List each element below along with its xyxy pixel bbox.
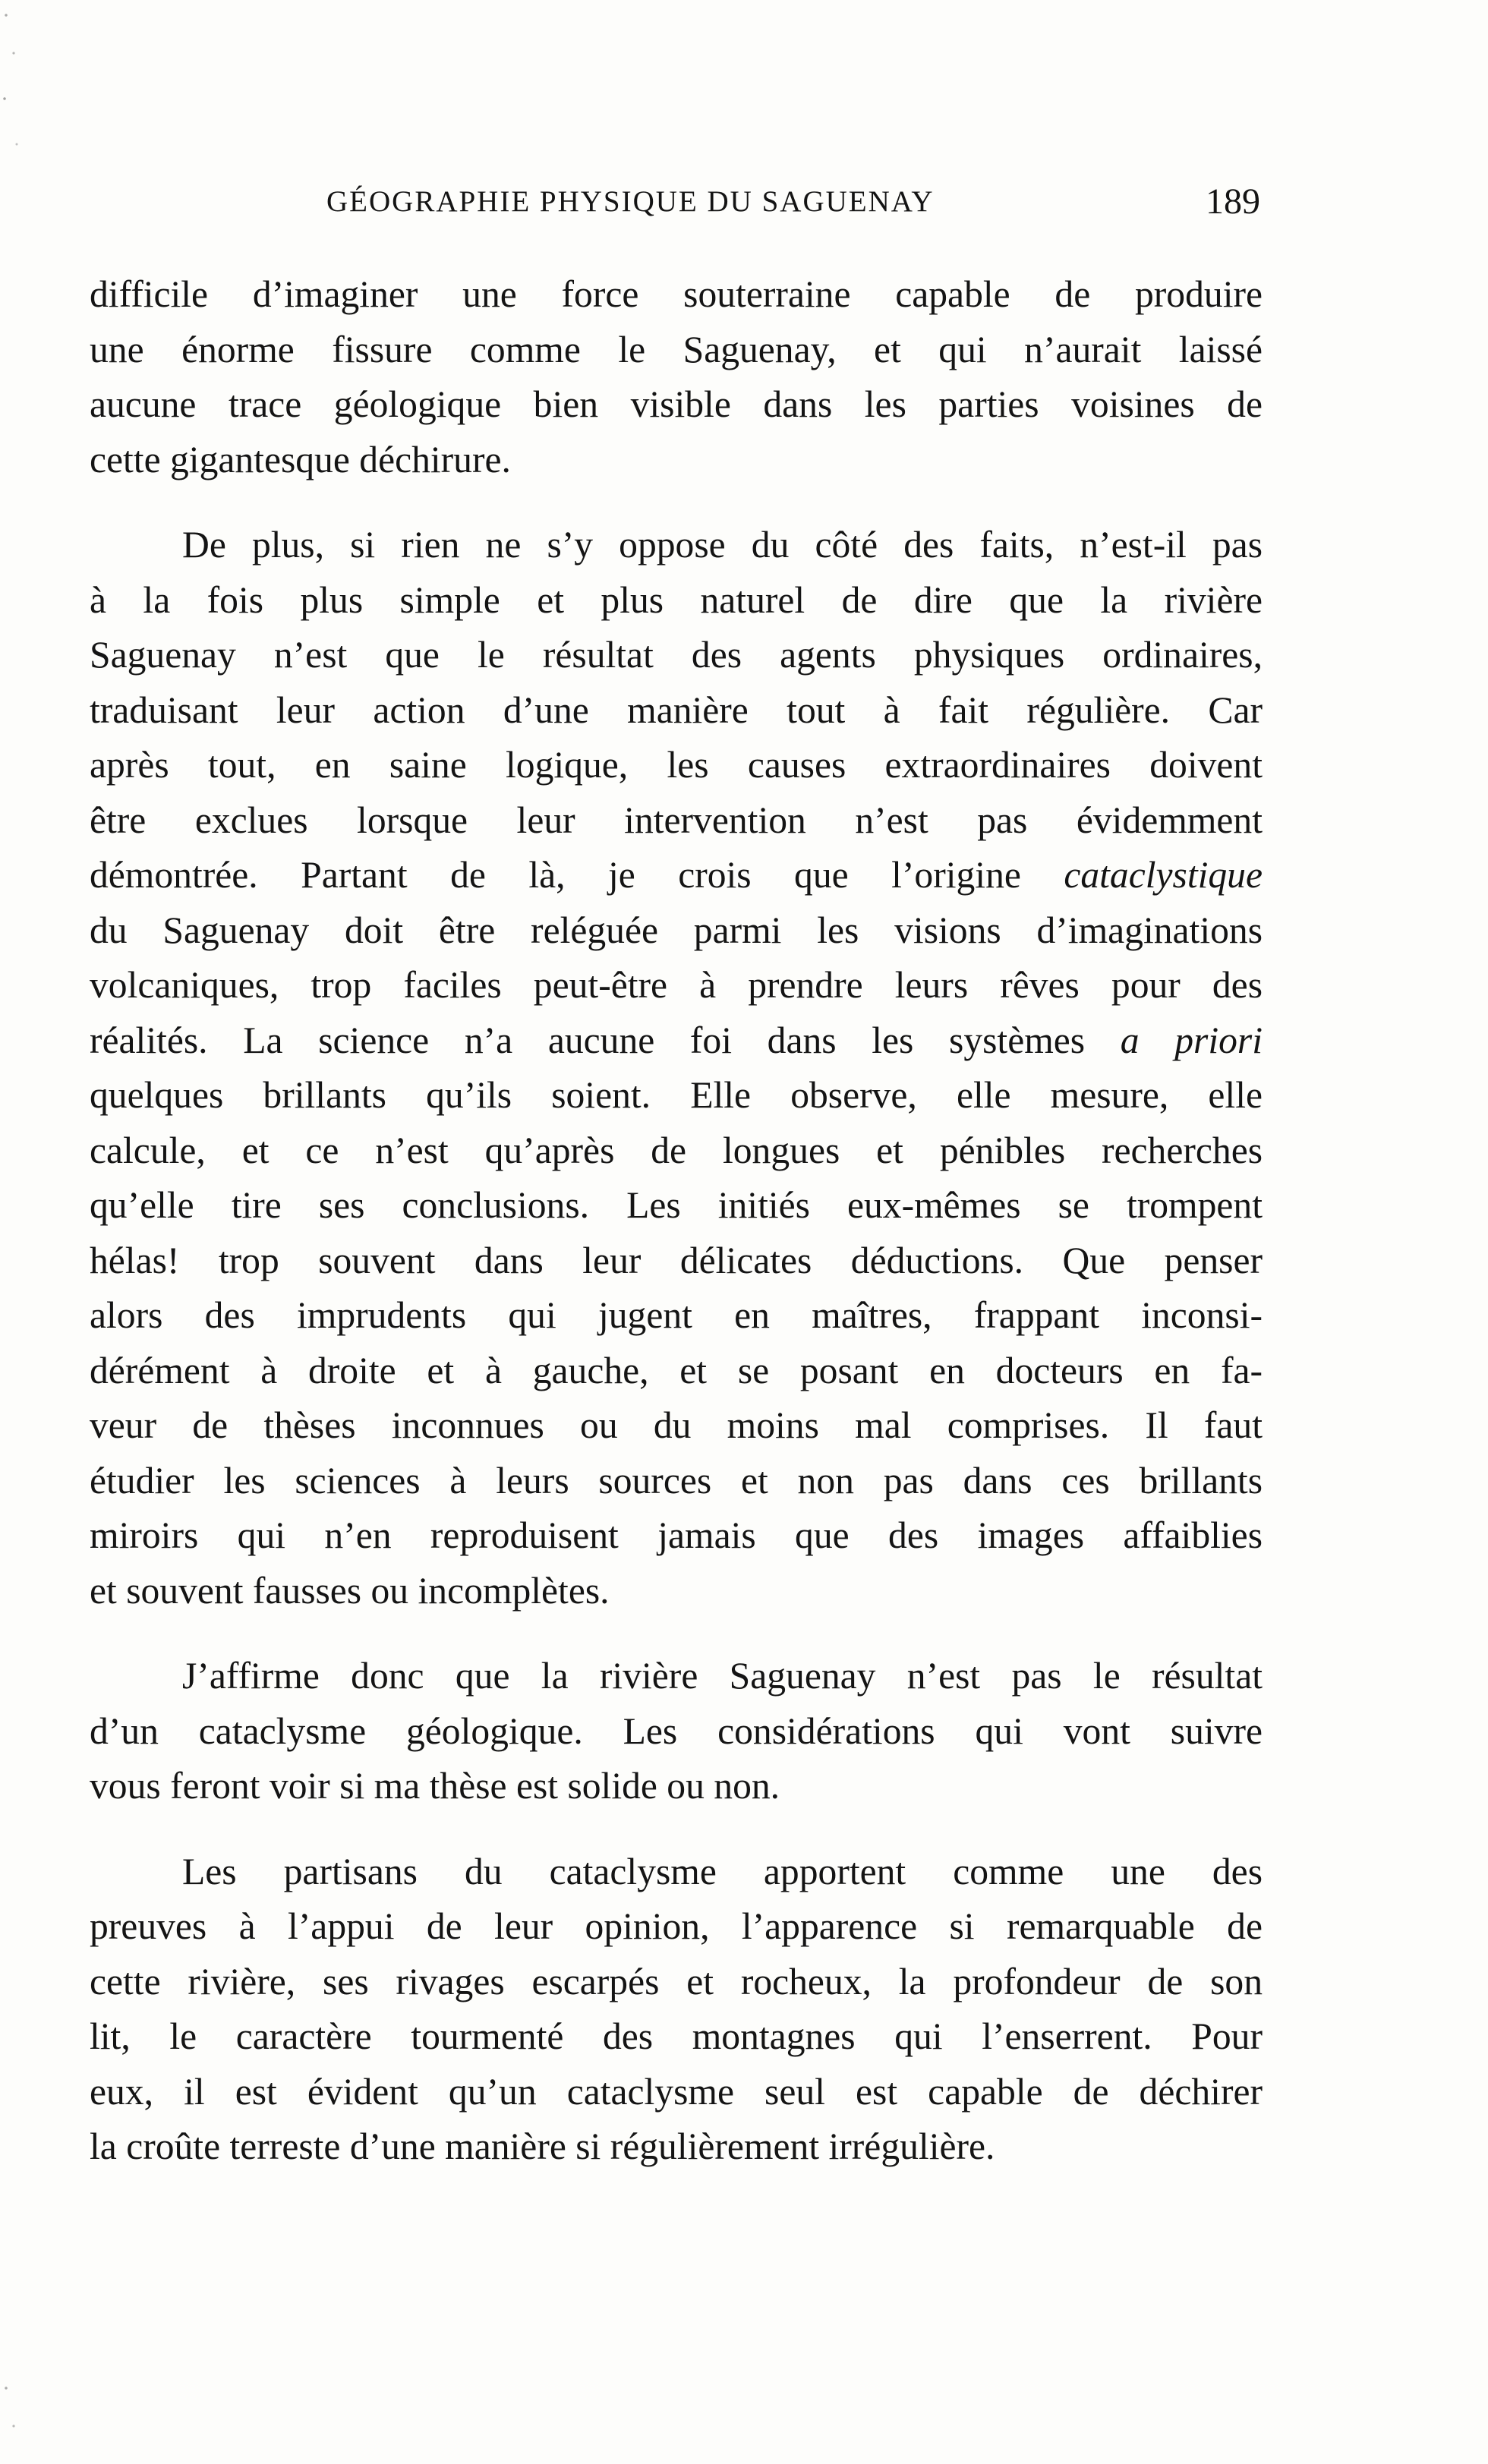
running-head bbox=[175, 179, 1260, 225]
text-line: cette rivière, ses rivages escarpés et rocheux, la profondeur de son bbox=[90, 1960, 1263, 2002]
text-line: après tout, en saine logique, les causes extraordinaires doivent bbox=[90, 744, 1263, 786]
text-line: calcule, et ce n’est qu’après de longues et pénibles recherches bbox=[90, 1129, 1263, 1171]
text-segment: démontrée. Partant de là, je crois que l’origine bbox=[90, 854, 1021, 896]
text-line: miroirs qui n’en reproduisent jamais que des images affaiblies bbox=[90, 1514, 1263, 1556]
text-line: et souvent fausses ou incomplètes. bbox=[90, 1569, 610, 1612]
body-text bbox=[90, 267, 1263, 2175]
text-line: dérément à droite et à gauche, et se posant en docteurs en fa- bbox=[90, 1349, 1263, 1391]
text-line: d’un cataclysme géologique. Les considérations qui vont suivre bbox=[90, 1709, 1263, 1752]
paragraph-1 bbox=[90, 267, 1263, 487]
text-line: Les partisans du cataclysme apportent comme une des bbox=[182, 1850, 1263, 1892]
text-line: J’affirme donc que la rivière Saguenay n’est pas le résultat bbox=[182, 1655, 1263, 1697]
text-line: la croûte terreste d’une manière si régulièrement irrégulière. bbox=[90, 2125, 995, 2167]
text-line: une énorme fissure comme le Saguenay, et qui n’aurait laissé bbox=[90, 328, 1263, 370]
text-line: lit, le caractère tourmenté des montagnes qui l’enserrent. Pour bbox=[90, 2015, 1263, 2057]
text-line: aucune trace géologique bien visible dans les parties voisines de bbox=[90, 383, 1263, 425]
italic-term: cataclystique bbox=[1064, 854, 1263, 896]
text-line: quelques brillants qu’ils soient. Elle observe, elle mesure, elle bbox=[90, 1074, 1263, 1116]
text-line: du Saguenay doit être reléguée parmi les visions d’imaginations bbox=[90, 909, 1263, 951]
text-line: qu’elle tire ses conclusions. Les initiés eux-mêmes se trompent bbox=[90, 1184, 1263, 1226]
text-line: étudier les sciences à leurs sources et non pas dans ces brillants bbox=[90, 1459, 1263, 1501]
text-line: cette gigantesque déchirure. bbox=[90, 438, 511, 481]
text-line: Saguenay n’est que le résultat des agents physiques ordinaires, bbox=[90, 634, 1263, 676]
text-line-with-italic bbox=[90, 1013, 1263, 1069]
text-line: De plus, si rien ne s’y oppose du côté des faits, n’est-il pas bbox=[182, 524, 1263, 566]
paragraph-4 bbox=[90, 1845, 1263, 2175]
running-title: GÉOGRAPHIE PHYSIQUE DU SAGUENAY bbox=[326, 185, 935, 218]
page-edge-speckle-bottom bbox=[0, 2373, 30, 2464]
text-line: hélas! trop souvent dans leur délicates déductions. Que penser bbox=[90, 1239, 1263, 1281]
page-edge-speckle bbox=[0, 0, 30, 197]
text-line: traduisant leur action d’une manière tout à fait régulière. Car bbox=[90, 688, 1263, 731]
text-line: volcaniques, trop faciles peut-être à prendre leurs rêves pour des bbox=[90, 964, 1263, 1006]
paragraph-3 bbox=[90, 1649, 1263, 1814]
text-line: eux, il est évident qu’un cataclysme seul est capable de déchirer bbox=[90, 2070, 1263, 2113]
text-line: être exclues lorsque leur intervention n’est pas évidemment bbox=[90, 799, 1263, 841]
text-line-with-italic bbox=[90, 848, 1263, 903]
text-line: alors des imprudents qui jugent en maîtres, frappant inconsi- bbox=[90, 1294, 1263, 1336]
page-number: 189 bbox=[1206, 181, 1260, 222]
text-line: preuves à l’appui de leur opinion, l’apparence si remarquable de bbox=[90, 1905, 1263, 1947]
text-line: difficile d’imaginer une force souterraine capable de produire bbox=[90, 273, 1263, 315]
text-line: veur de thèses inconnues ou du moins mal comprises. Il faut bbox=[90, 1404, 1263, 1446]
italic-term: a priori bbox=[1120, 1019, 1263, 1061]
text-line: vous feront voir si ma thèse est solide ou non. bbox=[90, 1765, 780, 1807]
text-line: à la fois plus simple et plus naturel de dire que la rivière bbox=[90, 578, 1263, 621]
text-segment: réalités. La science n’a aucune foi dans les systèmes bbox=[90, 1019, 1086, 1061]
paragraph-2 bbox=[90, 518, 1263, 1618]
